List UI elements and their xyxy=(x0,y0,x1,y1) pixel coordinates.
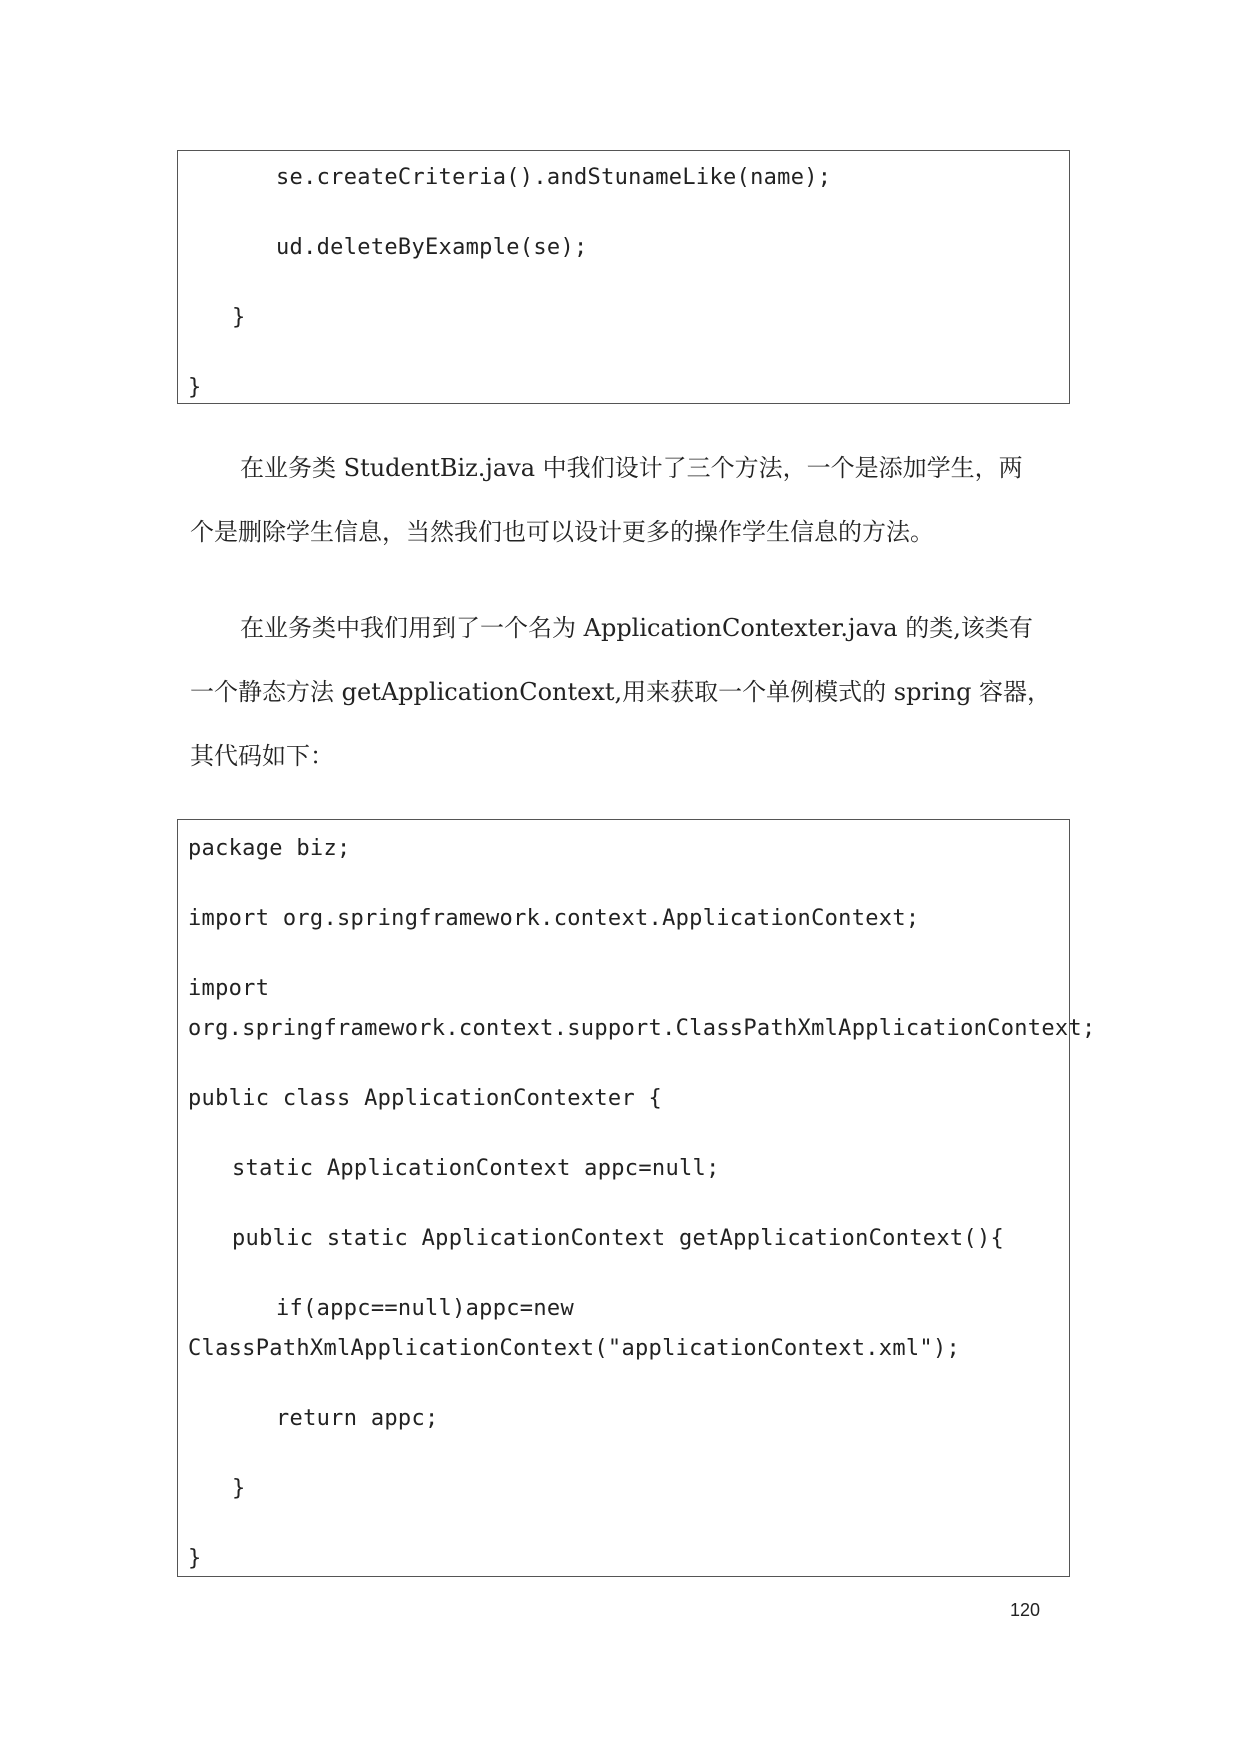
code-line: se.createCriteria().andStunameLike(name); xyxy=(276,165,832,190)
code-line: ClassPathXmlApplicationContext("applicationContext.xml"); xyxy=(188,1336,961,1361)
paragraph-line: 一个静态方法 getApplicationContext,用来获取一个单例模式的 spring 容器， xyxy=(190,678,1052,706)
paragraph-line: 其代码如下： xyxy=(190,742,334,770)
code-line: } xyxy=(232,305,246,330)
code-block-2 xyxy=(177,819,1096,1577)
code-line: if(appc==null)appc=new xyxy=(276,1296,574,1321)
code-line: public static ApplicationContext getApplicationContext(){ xyxy=(232,1226,1005,1251)
code-line: public class ApplicationContexter { xyxy=(188,1086,663,1111)
code-line: org.springframework.context.support.ClassPathXmlApplicationContext; xyxy=(188,1016,1096,1041)
paragraph-line: 在业务类中我们用到了一个名为 ApplicationContexter.java 的类,该类有 xyxy=(240,614,1033,642)
code-block-1 xyxy=(177,150,1070,404)
code-line: import org.springframework.context.ApplicationContext; xyxy=(188,906,920,931)
code-line: ud.deleteByExample(se); xyxy=(276,235,588,260)
page-number: 120 xyxy=(1010,1600,1041,1620)
code-line: static ApplicationContext appc=null; xyxy=(232,1156,720,1181)
code-line: import xyxy=(188,976,270,1001)
paragraph-line: 在业务类 StudentBiz.java 中我们设计了三个方法，一个是添加学生，两 xyxy=(240,454,1023,482)
code-line: } xyxy=(188,375,202,400)
code-line: } xyxy=(232,1476,246,1501)
paragraph-line: 个是删除学生信息，当然我们也可以设计更多的操作学生信息的方法。 xyxy=(190,518,934,546)
code-line: } xyxy=(188,1546,202,1571)
code-line: package biz; xyxy=(188,836,351,861)
code-line: return appc; xyxy=(276,1406,439,1431)
